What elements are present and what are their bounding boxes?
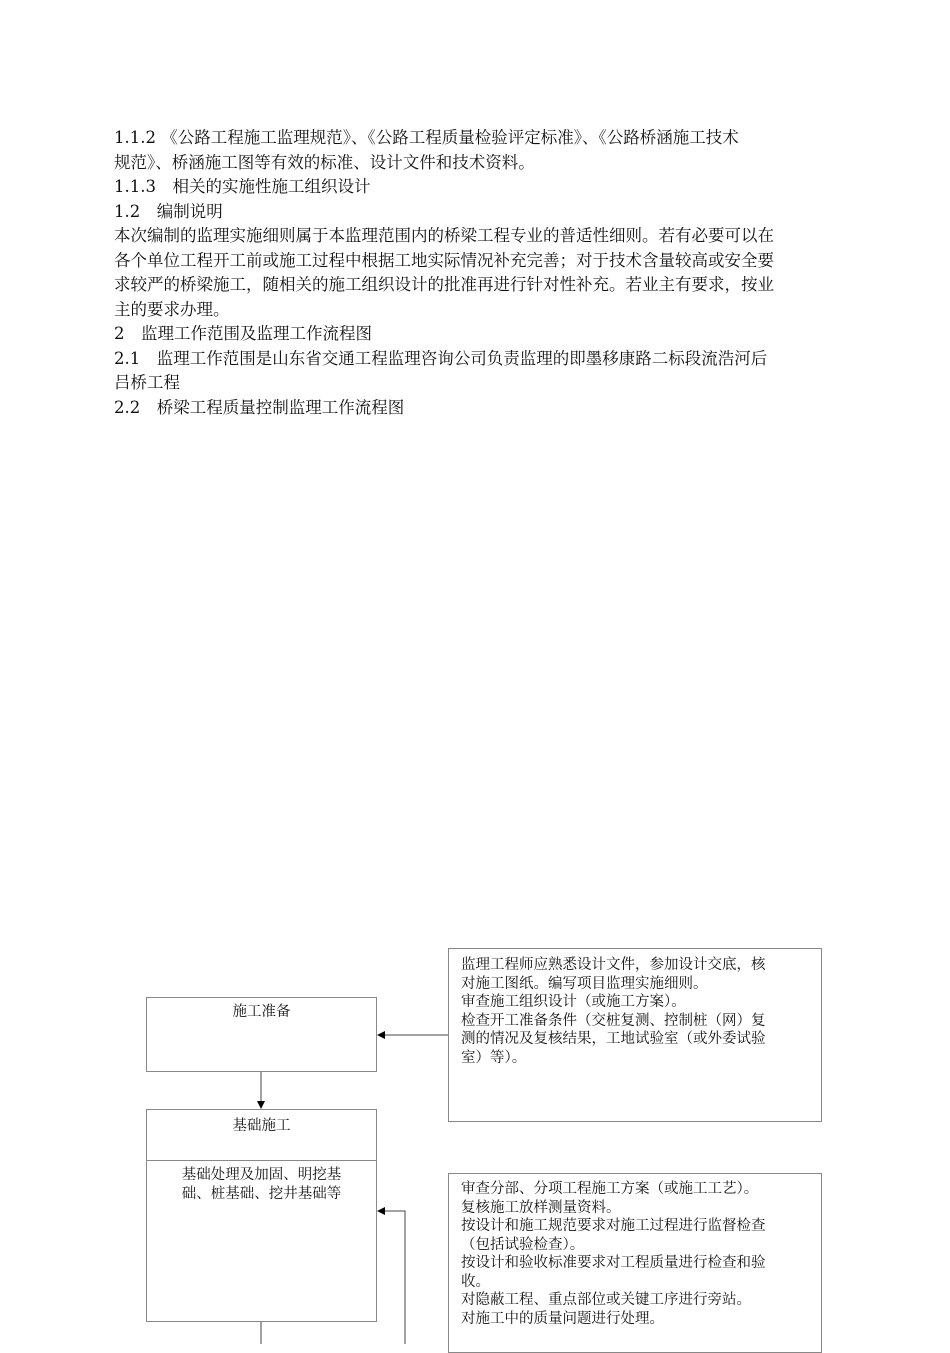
text-line: 1.1.2 《公路工程施工监理规范》、《公路工程质量检验评定标准》、《公路桥涵施工技术 [114,128,739,147]
note-line: 审查分部、分项工程施工方案（或施工工艺）。 [461,1181,759,1197]
note-line: 测的情况及复核结果，工地试验室（或外委试验 [461,1031,766,1047]
text-line: 本次编制的监理实施细则属于本监理范围内的桥梁工程专业的普适性细则。若有必要可以在 [114,226,774,245]
note-line: 监理工程师应熟悉设计文件，参加设计交底，核 [461,957,766,973]
note-line: 按设计和施工规范要求对施工过程进行监督检查 [461,1218,766,1234]
note-line: 复核施工放样测量资料。 [461,1199,621,1216]
text-line: 规范》、桥涵施工图等有效的标准、设计文件和技术资料。 [114,152,535,172]
text-line: 主的要求办理。 [114,299,230,319]
text-line: 1.1.3 相关的实施性施工组织设计 [114,177,371,196]
construction-prep-box [146,997,377,1072]
foundation-box [146,1109,377,1322]
text-line: 2 监理工作范围及监理工作流程图 [114,324,372,343]
note-line: 检查开工准备条件（交桩复测、控制桩（网）复 [461,1012,766,1029]
note-line: 对施工图纸。编写项目监理实施细则。 [461,975,708,992]
note-line: 审查施工组织设计（或施工方案）。 [461,994,686,1010]
text-line: 吕桥工程 [114,373,180,392]
text-line: 2.2 桥梁工程质量控制监理工作流程图 [114,397,405,417]
construction-prep-title: 施工准备 [232,1004,291,1020]
foundation-detail [147,1166,376,1203]
foundation-detail-line: 基础处理及加固、明挖基 [181,1167,342,1183]
foundation-divider [147,1160,376,1161]
foundation-title: 基础施工 [232,1118,291,1134]
arrow-note-to-foundation [378,1211,405,1344]
note-line: 对隐蔽工程、重点部位或关键工序进行旁站。 [461,1292,751,1308]
note-line: 按设计和验收标准要求对工程质量进行检查和验 [461,1255,766,1271]
foundation-supervision-note [448,1173,822,1353]
text-line: 求较严的桥梁施工，随相关的施工组织设计的批准再进行针对性补充。若业主有要求，按业 [114,275,774,294]
note-line: 收。 [461,1273,490,1290]
prep-supervision-note [448,948,822,1122]
text-line: 各个单位工程开工前或施工过程中根据工地实际情况补充完善；对于技术含量较高或安全要 [114,250,774,270]
text-line: 2.1 监理工作范围是山东省交通工程监理咨询公司负责监理的即墨移康路二标段流浩河后 [114,348,768,368]
note-line: （包括试验检查）。 [461,1236,585,1253]
foundation-detail-line: 础、桩基础、挖井基础等 [181,1185,342,1202]
text-line: 1.2 编制说明 [114,201,223,221]
note-line: 室）等）。 [461,1049,527,1066]
note-line: 对施工中的质量问题进行处理。 [461,1310,664,1327]
